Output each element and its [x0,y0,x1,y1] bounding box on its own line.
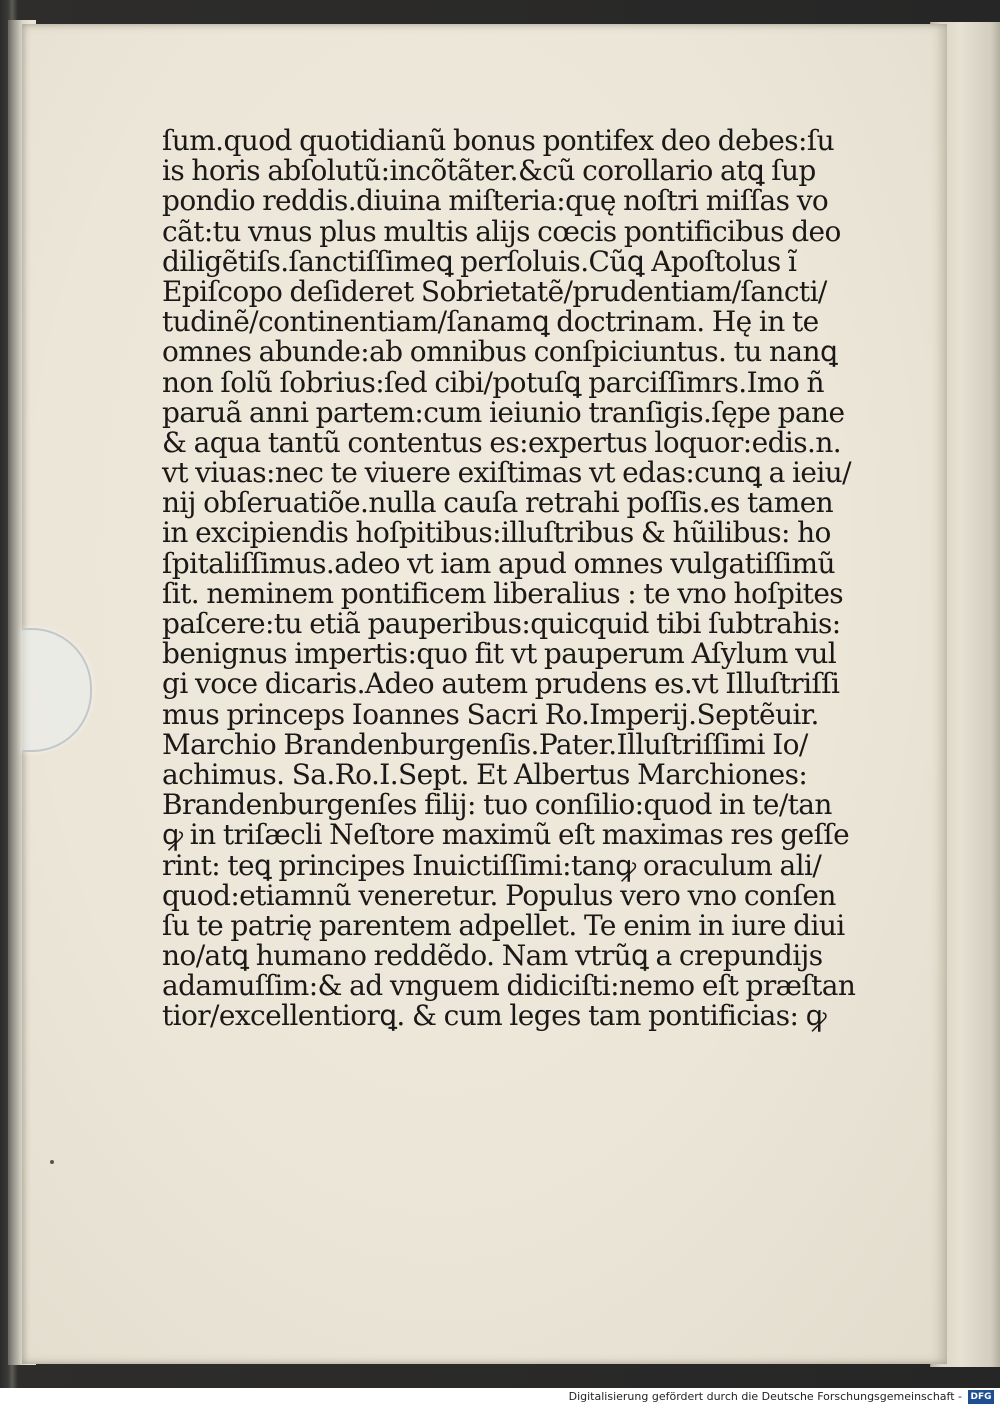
dfg-logo: DFG [968,1390,994,1404]
text-line: cãt:tu vnus plus multis aliјs cœcis pontificibus deo [162,214,841,248]
book-page [22,24,947,1364]
text-line: paſcere:tu etiã pauperibus:quicquid tibi ſubtrahis: [162,607,841,640]
text-line: omnes abunde:ab omnibus conſpiciuntus. tu nanꝗ [162,335,838,369]
book-clip [22,628,92,752]
text-line: ſpitaliſſimus.adeo vt iam apud omnes vulgatiſſimũ [162,546,835,580]
text-line: tior/excellentiorꝗ. & cum leges tam pontificias: ꝙ [162,999,827,1033]
text-line: niј obſeruatiõe.nulla cauſa retrahi poſſis.es tamen [162,486,834,520]
text-line: no/atꝗ humano reddẽdo. Nam vtrũꝗ a crepundiјs [162,939,823,973]
text-line: tudinẽ/continentiam/ſanamꝗ doctrinam. Hę in te [162,305,819,339]
page-text [162,126,882,1032]
funding-notice: Digitalisierung gefördert durch die Deutsche Forschungsgemeinschaft - [568,1390,962,1403]
text-line: ſum.quod quotidianũ bonus pontifex deo debes:ſu [162,124,835,157]
text-line: Marchio Brandenburgenſis.Pater.Illuſtriſſimi Io/ [162,727,808,761]
text-line: ſit. neminem pontificem liberalius : te vno hoſpites [162,576,844,610]
text-line: benignus impertis:quo fit vt pauperum Aſylum vul [162,637,837,671]
text-line: achimus. Sa.Ro.I.Sept. Et Albertus Marchiones: [162,757,808,791]
text-line: ꝙ in triſæcli Neſtore maximũ eſt maximas res geſſe [162,818,850,852]
text-line: adamuſſim:& ad vnguem didiciſti:nemo eſt præſtan [162,969,856,1003]
page-speck [50,1160,54,1164]
text-line: pondio reddis.diuina miſteria:quę noſtri miſſas vo [162,184,829,218]
footer-bar [0,1388,1000,1407]
text-line: gi voce dicaris.Adeo autem prudens es.vt Illuſtriſſi [162,667,840,701]
text-line: is horis abſolutũ:incõtãter.&cũ corollario atꝗ ſup [162,154,816,188]
text-line: Brandenburgenſes filiј: tuo conſilio:quod in te/tan [162,788,832,822]
text-line: rint: teꝗ principes Inuictiſſimi:tanꝙ oraculum ali/ [162,848,822,882]
text-line: paruã anni partem:cum ieiunio tranſigis.ſępe pane [162,395,845,429]
text-line: ſu te patrię parentem adpellet. Te enim in iure diui [162,908,845,942]
text-line: non ſolũ ſobrius:ſed cibi/potuſꝗ parciſſimrs.Imo ñ [162,365,824,399]
text-line: in excipiendis hoſpitibus:illuſtribus & hũilibus: ho [162,516,831,550]
text-line: diligẽtiſs.ſanctiſſimeꝗ perſoluis.Cũꝗ Apoſtolus ĩ [162,244,797,278]
text-line: quod:etiamnũ veneretur. Populus vero vno conſen [162,878,836,912]
text-line: mus princeps Ioannes Sacri Ro.Imperiј.Septẽuir. [162,697,819,731]
text-line: vt viuas:nec te viuere exiſtimas vt edas:cunꝗ a ieiu/ [162,456,851,490]
text-line: & aqua tantũ contentus es:expertus loquor:edis.n. [162,425,842,459]
text-line: Epiſcopo deſideret Sobrietatẽ/prudentiam/ſancti/ [162,274,827,308]
